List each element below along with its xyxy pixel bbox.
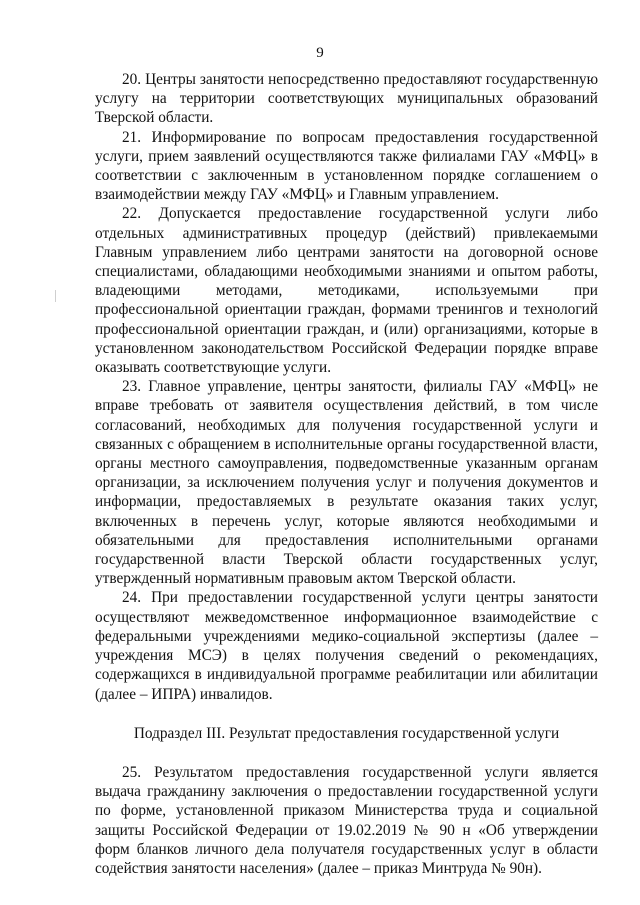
paragraph-25: 25. Результатом предоставления государственной услуги является выдача гражданину заключения о предоставлении государственной услуги по форме, установленной приказом Министерства труда и социальной защиты Российской Федерации от 19.02.2019 № 90 н «Об утверждении форм бланков личного дела получателя государственных услуг в области содействия занятости населения» (далее – приказ Минтруда № 90н). bbox=[95, 763, 598, 877]
paragraph-24: 24. При предоставлении государственной услуги центры занятости осуществляют межведомственное информационное взаимодействие с федеральными учреждениями медико-социальной экспертизы (далее – учреждения МСЭ) в целях получения сведений о рекомендациях, содержащихся в индивидуальной программе реабилитации или абилитации (далее – ИПРА) инвалидов. bbox=[95, 589, 598, 703]
document-body bbox=[95, 70, 598, 878]
paragraph-21: 21. Информирование по вопросам предоставления государственной услуги, прием заявлений осуществляются также филиалами ГАУ «МФЦ» в соответствии с заключенным в установленном порядке соглашением о взаимодействии между ГАУ «МФЦ» и Главным управлением. bbox=[95, 128, 598, 204]
section-heading: Подраздел III. Результат предоставления государственной услуги bbox=[133, 724, 560, 742]
paragraph-23: 23. Главное управление, центры занятости, филиалы ГАУ «МФЦ» не вправе требовать от заявителя осуществления действий, в том числе согласований, необходимых для получения государственной услуги и связанных с обращением в исполнительные органы государственной власти, органы местного самоуправления, подведомственные указанным органам организации, за исключением получения услуг и получения документов и информации, предоставляемых в результате оказания таких услуг, включенных в перечень услуг, которые являются необходимыми и обязательными для предоставления исполнительными органами государственной власти Тверской области государственных услуг, утвержденный нормативным правовым актом Тверской области. bbox=[95, 378, 598, 588]
page-number: 9 bbox=[316, 45, 324, 61]
scan-artifact bbox=[55, 290, 56, 302]
paragraph-20: 20. Центры занятости непосредственно предоставляют государственную услугу на территории соответствующих муниципальных образований Тверской области. bbox=[95, 71, 598, 127]
paragraph-22: 22. Допускается предоставление государственной услуги либо отдельных административных процедур (действий) привлекаемыми Главным управлением либо центрами занятости на договорной основе специалистами, обладающими необходимыми знаниями и опытом работы, владеющими методами, методиками, используемыми при профессиональной ориентации граждан, формами тренингов и технологий профессиональной ориентации граждан, и (или) организациями, которые в установленном законодательством Российской Федерации порядке вправе оказывать соответствующие услуги. bbox=[95, 205, 598, 377]
